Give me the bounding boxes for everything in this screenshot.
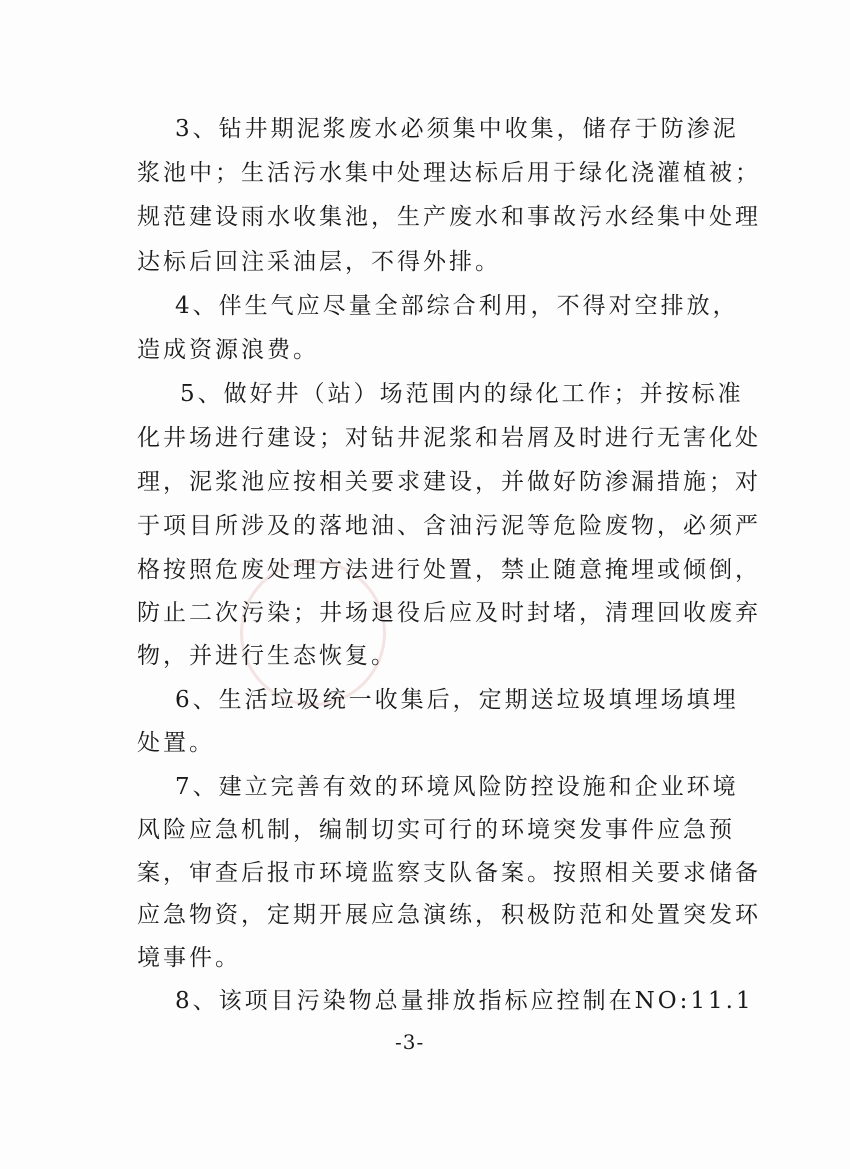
text-line-21: 8、该项目污染物总量排放指标应控制在NO:11.1 bbox=[175, 988, 754, 1014]
text-line-4: 达标后回注采油层，不得外排。 bbox=[137, 249, 501, 275]
text-line-1: 3、钻井期泥浆废水必须集中收集，储存于防渗泥 bbox=[175, 116, 739, 142]
text-line-20: 境事件。 bbox=[137, 945, 241, 971]
text-line-2: 浆池中；生活污水集中处理达标后用于绿化浇灌植被； bbox=[137, 160, 761, 186]
text-line-13: 物，并进行生态恢复。 bbox=[137, 643, 397, 669]
text-line-8: 化井场进行建设；对钻井泥浆和岩屑及时进行无害化处 bbox=[137, 425, 761, 451]
text-line-10: 于项目所涉及的落地油、含油污泥等危险废物，必须严 bbox=[137, 513, 761, 539]
text-line-19: 应急物资，定期开展应急演练，积极防范和处置突发环 bbox=[137, 902, 761, 928]
text-line-14: 6、生活垃圾统一收集后，定期送垃圾填埋场填埋 bbox=[175, 687, 739, 713]
text-line-5: 4、伴生气应尽量全部综合利用，不得对空排放， bbox=[175, 293, 739, 319]
page-number: -3- bbox=[395, 1030, 425, 1054]
text-line-9: 理，泥浆池应按相关要求建设，并做好防渗漏措施；对 bbox=[137, 469, 761, 495]
text-line-17: 风险应急机制，编制切实可行的环境突发事件应急预 bbox=[137, 817, 735, 843]
text-line-12: 防止二次污染；井场退役后应及时封堵，清理回收废弃 bbox=[137, 600, 761, 626]
text-line-6: 造成资源浪费。 bbox=[137, 337, 319, 363]
text-line-15: 处置。 bbox=[137, 730, 215, 756]
text-line-3: 规范建设雨水收集池，生产废水和事故污水经集中处理 bbox=[137, 204, 761, 230]
text-line-11: 格按照危废处理方法进行处置，禁止随意掩埋或倾倒， bbox=[137, 557, 761, 583]
text-line-16: 7、建立完善有效的环境风险防控设施和企业环境 bbox=[175, 774, 739, 800]
text-line-18: 案，审查后报市环境监察支队备案。按照相关要求储备 bbox=[137, 860, 761, 886]
text-line-7: 5、做好井（站）场范围内的绿化工作；并按标准 bbox=[180, 381, 744, 407]
